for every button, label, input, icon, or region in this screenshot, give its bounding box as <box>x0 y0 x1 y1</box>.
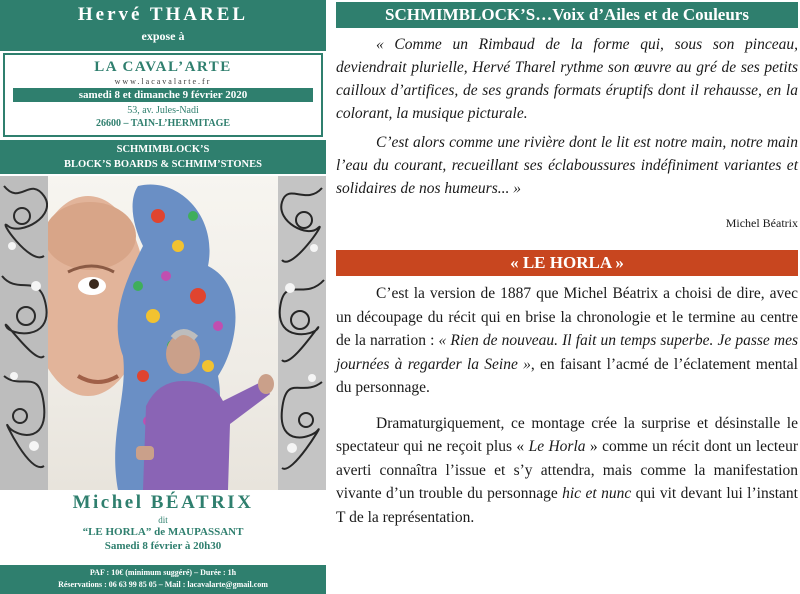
venue-box <box>3 53 323 137</box>
pattern-art-icon <box>278 176 326 490</box>
expose-label: expose à <box>141 29 185 43</box>
body-latin-italic: hic et nunc <box>562 485 632 502</box>
show-date: Samedi 8 février à 20h30 <box>104 540 222 552</box>
body-text: » comme un récit dont un lecteur averti connaîtra l’issue et s’y attendra, mais comme la manifestation vivante d’un trouble du personnage <box>336 438 798 502</box>
venue-url: www.lacavalarte.fr <box>114 77 212 86</box>
venue-name: LA CAVAL’ARTE <box>94 59 232 75</box>
artist-name: Hervé THAREL <box>77 4 249 25</box>
body-paragraph-1 <box>336 282 798 400</box>
body-text: , en faisant l’acmé de l’éclatement mental du personnage. <box>336 355 798 396</box>
section-header-horla: « LE HORLA » <box>336 250 798 276</box>
body-title-italic: Le Horla <box>528 438 586 455</box>
series-line-1: SCHMIMBLOCK’S <box>116 144 210 155</box>
pattern-art-icon <box>0 176 48 490</box>
show-title: “LE HORLA” de MAUPASSANT <box>82 526 244 538</box>
venue-city: 26600 – TAIN-L’HERMITAGE <box>95 118 231 129</box>
dit-label: dit <box>158 515 168 525</box>
flyer-header <box>0 0 326 51</box>
body-text: C’est la version de 1887 que Michel Béatrix a choisi de dire, avec un découpage du récit qui en brise la chronologie et le termine au centre de la narration : <box>336 285 798 349</box>
article <box>334 0 800 594</box>
body-text: qui vit devant lui l’instant T de la représentation. <box>336 485 798 526</box>
quote-paragraph-2: C’est alors comme une rivière dont le lit est notre main, notre main l’eau du courant, recueillant ses éclaboussures indéfiniment variantes et solidaires de nos humeurs... » <box>336 134 798 197</box>
flyer-footer <box>0 565 326 594</box>
price-duration: PAF : 10€ (minimum suggéré) – Durée : 1h <box>89 568 237 577</box>
venue-dates: samedi 8 et dimanche 9 février 2020 <box>13 88 313 102</box>
reservation-contact: Réservations : 06 63 99 85 05 – Mail : lacavalarte@gmail.com <box>58 580 268 589</box>
body-paragraph-2 <box>336 412 798 530</box>
quote-paragraph-1: « Comme un Rimbaud de la forme qui, sous son pinceau, deviendrait plurielle, Hervé Tharel rythme son œuvre au gré de ses petits cailloux d’artifices, de ses grands formats éruptifs dont il rehausse, en la colorant, la musique picturale. <box>336 36 798 122</box>
portrait-photo-icon <box>48 176 278 490</box>
body-text: Dramaturgiquement, ce montage crée la surprise et désinstalle le spectateur qui ne reçoit plus « <box>336 414 798 455</box>
artwork-panel-right <box>278 176 326 490</box>
article-body <box>336 282 798 541</box>
series-bar <box>0 140 326 174</box>
performer-name: Michel BÉATRIX <box>72 492 254 513</box>
artwork-panel-left <box>0 176 48 490</box>
photo-background <box>48 176 278 490</box>
quote-signature: Michel Béatrix <box>725 216 798 230</box>
performance-info <box>0 492 326 564</box>
body-quote: « Rien de nouveau. Il fait un temps superbe. Je passe mes journées à regarder la Seine » <box>336 332 798 373</box>
flyer-photo <box>0 176 326 490</box>
event-flyer <box>0 0 326 594</box>
quote-block <box>336 33 798 206</box>
section-header-schmimblocks: SCHMIMBLOCK’S…Voix d’Ailes et de Couleurs <box>336 2 798 28</box>
venue-address: 53, av. Jules-Nadi <box>127 105 199 116</box>
series-line-2: BLOCK’S BOARDS & SCHMIM’STONES <box>64 159 262 170</box>
